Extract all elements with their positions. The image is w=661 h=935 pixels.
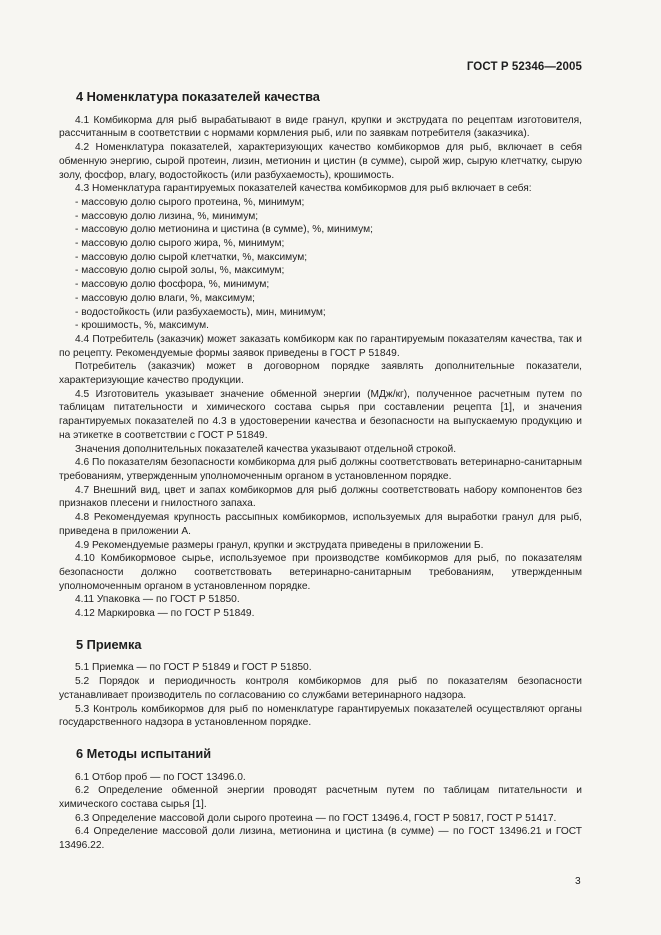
document-code-header: ГОСТ Р 52346—2005: [466, 61, 582, 73]
paragraph-4-11: 4.11 Упаковка — по ГОСТ Р 51850.: [75, 594, 240, 606]
paragraph-4-1: 4.1 Комбикорма для рыб вырабатывают в виде гранул, крупки и экструдата по рецептам изготовителя, рассчитанным в соответствии с нормами кормления рыб, или по заявкам потребителя (заказчика).: [59, 114, 582, 140]
paragraph-4-4: 4.4 Потребитель (заказчик) может заказать комбикорм как по гарантируемым показателям качества, так и по рецепту. Рекомендуемые формы заявок приведены в ГОСТ Р 51849.: [59, 333, 582, 359]
list-item: - водостойкость (или разбухаемость), мин, минимум;: [75, 306, 326, 318]
paragraph-4-5: 4.5 Изготовитель указывает значение обменной энергии (МДж/кг), полученное расчетным путем по таблицам питательности и химического состава сырья при составлении рецепта [1], и значения гарантируемых показателей по 4.3 в удостоверении качества и безопасности на выпускаемую продукцию и на этикетке в соответствии с ГОСТ Р 51849.: [59, 388, 582, 441]
list-item: - массовую долю сырой клетчатки, %, максимум;: [75, 251, 308, 263]
section-5-title: 5 Приемка: [76, 636, 142, 652]
paragraph-6-3: 6.3 Определение массовой доли сырого протеина — по ГОСТ 13496.4, ГОСТ Р 50817, ГОСТ Р 51417.: [75, 812, 557, 824]
paragraph-4-6: 4.6 По показателям безопасности комбикорма для рыб должны соответствовать ветеринарно-санитарным требованиям, утвержденным уполномоченным органом в установленном порядке.: [59, 457, 582, 482]
paragraph-5-3: 5.3 Контроль комбикормов для рыб по номенклатуре гарантируемых показателей осуществляют органы государственного надзора в установленном порядке.: [59, 703, 582, 729]
list-item: - массовую долю метионина и цистина (в сумме), %, минимум;: [75, 224, 373, 236]
list-item: - массовую долю лизина, %, минимум;: [75, 210, 259, 222]
page-content: [59, 90, 582, 853]
paragraph-4-5-continued: Значения дополнительных показателей качества указывают отдельной строкой.: [75, 443, 457, 455]
paragraph-6-2: 6.2 Определение обменной энергии проводят расчетным путем по таблицам питательности и химического состава сырья [1].: [59, 785, 582, 811]
list-item: - массовую долю сырой золы, %, максимум;: [75, 265, 285, 277]
paragraph-4-7: 4.7 Внешний вид, цвет и запах комбикормов для рыб должны соответствовать набору компонентов без признаков плесени и гнилостного запаха.: [59, 484, 582, 510]
paragraph-6-1: 6.1 Отбор проб — по ГОСТ 13496.0.: [75, 771, 246, 783]
list-item: - массовую долю сырого протеина, %, минимум;: [75, 196, 305, 208]
paragraph-4-10: 4.10 Комбикормовое сырье, используемое при производстве комбикормов для рыб, по показателям безопасности должно соответствовать ветеринарно-санитарным требованиям, утвержденным уполномоченным органом в установленном порядке.: [59, 553, 582, 592]
list-item: - массовую долю влаги, %, максимум;: [75, 292, 255, 304]
paragraph-4-4-continued: Потребитель (заказчик) может в договорном порядке заявлять дополнительные показатели, характеризующие качество продукции.: [59, 361, 582, 387]
list-item: - массовую долю фосфора, %, минимум;: [75, 279, 270, 291]
paragraph-4-9: 4.9 Рекомендуемые размеры гранул, крупки и экструдата приведены в приложении Б.: [75, 539, 484, 551]
page-number: 3: [575, 876, 581, 887]
section-4-title: 4 Номенклатура показателей качества: [76, 89, 320, 104]
paragraph-4-3: 4.3 Номенклатура гарантируемых показателей качества комбикормов для рыб включает в себя:: [75, 183, 532, 195]
paragraph-5-1: 5.1 Приемка — по ГОСТ Р 51849 и ГОСТ Р 51850.: [75, 662, 312, 674]
paragraph-4-8: 4.8 Рекомендуемая крупность рассыпных комбикормов, используемых для выработки гранул для рыб, приведена в приложении А.: [59, 512, 582, 537]
section-6-title: 6 Методы испытаний: [76, 745, 212, 761]
paragraph-4-2: 4.2 Номенклатура показателей, характеризующих качество комбикормов для рыб, включает в себя обменную энергию, сырой протеин, лизин, метионин и цистин (в сумме), сырой жир, сырую клетчатку, сырую золу, фосфор, влагу, водостойкость (или разбухаемость), крошимость.: [59, 142, 582, 181]
paragraph-6-4: 6.4 Определение массовой доли лизина, метионина и цистина (в сумме) — по ГОСТ 13496.21 и ГОСТ 13496.22.: [59, 826, 582, 852]
list-item: - массовую долю сырого жира, %, минимум;: [75, 238, 285, 250]
list-item: - крошимость, %, максимум.: [75, 320, 209, 332]
paragraph-5-2: 5.2 Порядок и периодичность контроля комбикормов для рыб по показателям безопасности устанавливает производитель по согласованию со службами ветеринарного надзора.: [59, 676, 582, 701]
paragraph-4-12: 4.12 Маркировка — по ГОСТ Р 51849.: [75, 608, 255, 620]
